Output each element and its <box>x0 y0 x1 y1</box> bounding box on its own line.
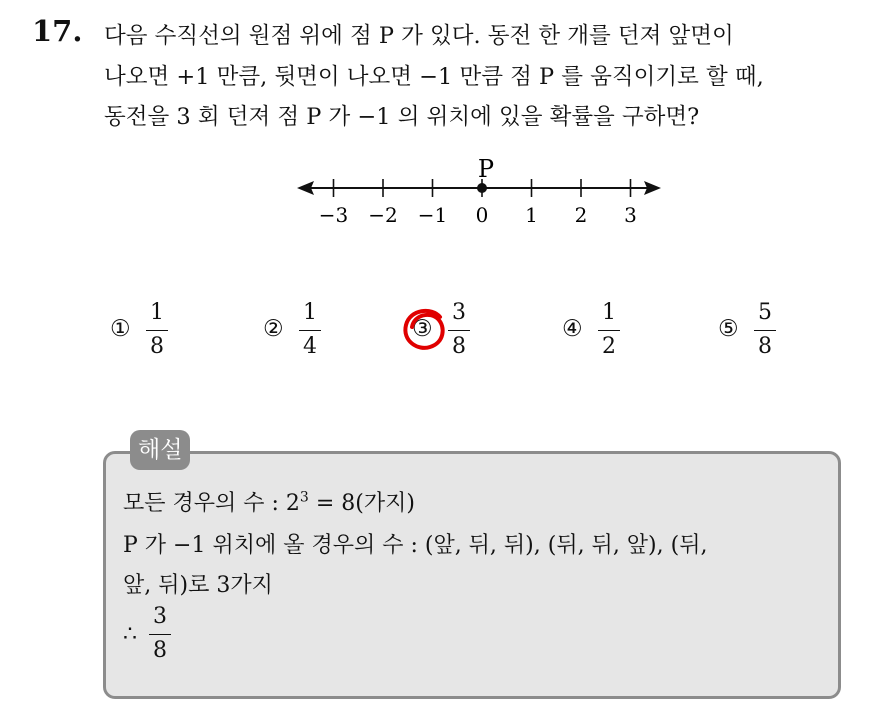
choice-fraction <box>146 300 168 360</box>
choice-denominator: 8 <box>452 334 466 359</box>
number-line-tick-label: −3 <box>318 203 349 227</box>
choice-number-mark: ② <box>263 316 284 342</box>
solution-tag: 해설 <box>130 430 190 470</box>
question-text-line-2: 나오면 +1 만큼, 뒷면이 나오면 −1 만큼 점 P 를 움직이기로 할 때, <box>104 64 764 90</box>
choice-fraction <box>754 300 776 360</box>
answer-choice-3[interactable] <box>412 300 492 370</box>
point-p-label: P <box>477 155 495 183</box>
choice-numerator: 1 <box>150 300 164 325</box>
choice-number-mark: ⑤ <box>718 316 739 342</box>
choice-fraction <box>299 300 321 360</box>
fraction-bar <box>754 330 776 331</box>
choice-denominator: 8 <box>758 334 772 359</box>
answer-choice-2[interactable] <box>263 300 343 370</box>
fraction-bar <box>598 330 620 331</box>
solution-line-1-prefix: 모든 경우의 수 : 2 <box>123 491 300 516</box>
solution-line-1-suffix: = 8(가지) <box>308 491 415 516</box>
number-line-tick-label: −1 <box>417 203 448 227</box>
solution-answer-fraction <box>149 604 171 664</box>
choice-number-mark: ③ <box>412 316 433 342</box>
number-line-tick-label: 1 <box>525 203 538 227</box>
choice-numerator: 1 <box>303 300 317 325</box>
question-text-line-1: 다음 수직선의 원점 위에 점 P 가 있다. 동전 한 개를 던져 앞면이 <box>104 23 734 49</box>
solution-answer-denominator: 8 <box>153 638 167 663</box>
solution-line-3: 앞, 뒤)로 3가지 <box>123 573 273 598</box>
number-line-tick-label: 3 <box>624 203 637 227</box>
solution-answer-numerator: 3 <box>153 604 167 629</box>
answer-choice-4[interactable] <box>562 300 642 370</box>
choice-denominator: 2 <box>602 334 616 359</box>
answer-choice-5[interactable] <box>718 300 798 370</box>
question-text-line-3: 동전을 3 회 던져 점 P 가 −1 의 위치에 있을 확률을 구하면? <box>104 104 700 130</box>
solution-exponent: 3 <box>299 489 309 506</box>
choice-numerator: 5 <box>758 300 772 325</box>
solution-line-1 <box>123 486 415 517</box>
therefore-symbol: ∴ <box>123 622 137 647</box>
number-line-tick-label: −2 <box>368 203 398 227</box>
answer-choice-1[interactable] <box>110 300 190 370</box>
point-p-dot <box>477 183 487 193</box>
fraction-bar <box>146 330 168 331</box>
question-number: 17. <box>32 14 83 48</box>
choice-denominator: 4 <box>303 334 317 359</box>
solution-line-2: P 가 −1 위치에 올 경우의 수 : (앞, 뒤, 뒤), (뒤, 뒤, 앞), (뒤, <box>123 533 708 558</box>
fraction-bar <box>149 634 171 635</box>
number-line <box>0 0 884 260</box>
number-line-tick-label: 2 <box>574 203 588 227</box>
fraction-bar <box>299 330 321 331</box>
choice-denominator: 8 <box>150 334 164 359</box>
choice-fraction <box>598 300 620 360</box>
choice-numerator: 1 <box>602 300 616 325</box>
number-line-tick-label: 0 <box>475 203 489 227</box>
choice-number-mark: ① <box>110 316 131 342</box>
choice-number-mark: ④ <box>562 316 583 342</box>
choice-numerator: 3 <box>452 300 466 325</box>
selected-answer-circle <box>400 305 456 355</box>
